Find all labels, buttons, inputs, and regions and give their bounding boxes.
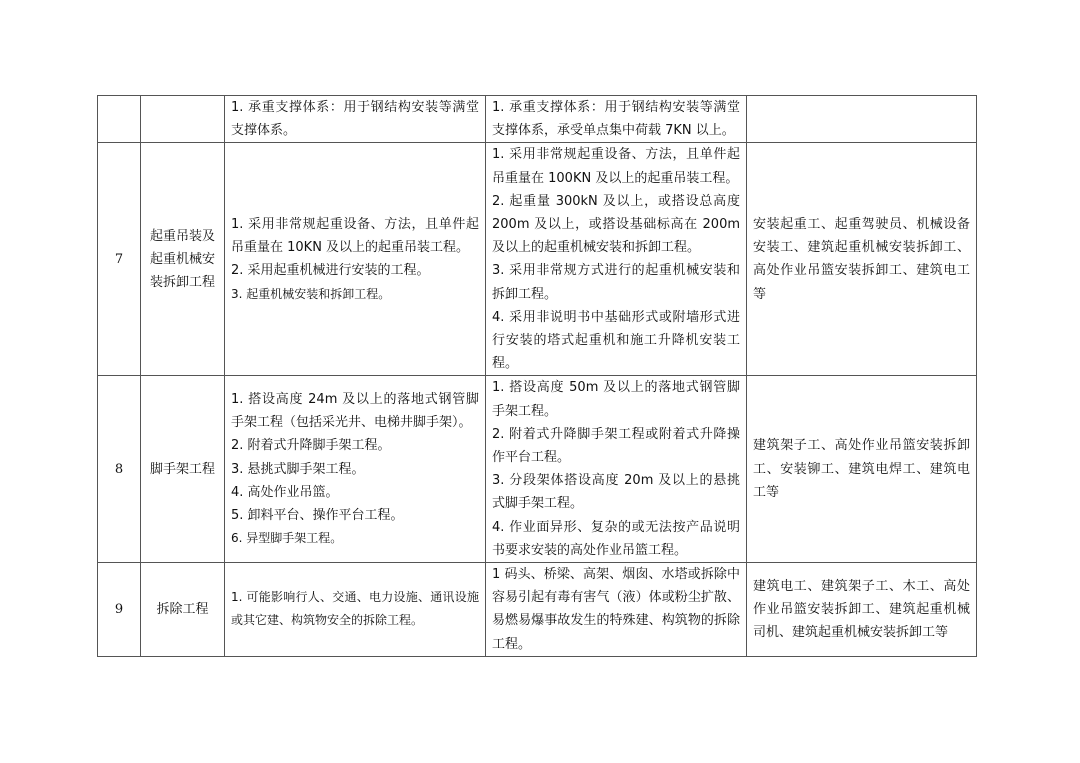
- scope-item: 1. 采用非常规起重设备、方法，且单件起吊重量在 10KN 及以上的起重吊装工程。: [231, 217, 479, 256]
- scope-item: 5. 卸料平台、操作平台工程。: [231, 508, 404, 524]
- table-row: [98, 563, 977, 657]
- scope-item: 1. 可能影响行人、交通、电力设施、通讯设施或其它建、构筑物安全的拆除工程。: [231, 590, 479, 628]
- scope-item: 1. 搭设高度 50m 及以上的落地式钢管脚手架工程。: [492, 380, 740, 419]
- workers-cell: [747, 563, 977, 657]
- scope-item: 4. 作业面异形、复杂的或无法按产品说明书要求安装的高处作业吊篮工程。: [492, 519, 740, 558]
- major-scope-cell: [486, 96, 747, 143]
- scope-item: 4. 采用非说明书中基础形式或附墙形式进行安装的塔式起重机和施工升降机安装工程。: [492, 309, 740, 372]
- general-scope-cell: [225, 376, 486, 563]
- project-name: [141, 96, 225, 143]
- table-row: [98, 96, 977, 143]
- workers-text: 安装起重工、起重驾驶员、机械设备安装工、建筑起重机械安装拆卸工、高处作业吊篮安装拆卸工、建筑电工等: [753, 217, 970, 302]
- scope-item: 3. 分段架体搭设高度 20m 及以上的悬挑式脚手架工程。: [492, 473, 740, 512]
- scope-item: 2. 附着式升降脚手架工程或附着式升降操作平台工程。: [492, 426, 740, 466]
- table-row: [98, 376, 977, 563]
- workers-text: 建筑电工、建筑架子工、木工、高处作业吊篮安装拆卸工、建筑起重机械司机、建筑起重机械安装拆卸工等: [753, 578, 970, 641]
- scope-item: 1 码头、桥梁、高架、烟囱、水塔或拆除中容易引起有毒有害气（液）体或粉尘扩散、易燃易爆事故发生的特殊建、构筑物的拆除工程。: [492, 567, 740, 652]
- workers-cell: [747, 376, 977, 563]
- major-scope-cell: [486, 563, 747, 657]
- row-number: 8: [98, 376, 141, 563]
- row-number: [98, 96, 141, 143]
- project-name: 脚手架工程: [141, 376, 225, 563]
- table-row: [98, 143, 977, 376]
- general-scope-cell: [225, 143, 486, 376]
- scope-item: 2. 附着式升降脚手架工程。: [231, 438, 391, 454]
- general-scope-cell: [225, 96, 486, 143]
- project-name: 拆除工程: [141, 563, 225, 657]
- scope-item: 1. 承重支撑体系：用于钢结构安装等满堂支撑体系。: [231, 100, 479, 139]
- workers-text: 建筑架子工、高处作业吊篮安装拆卸工、安装铆工、建筑电焊工、建筑电工等: [753, 438, 970, 500]
- scope-item: 4. 高处作业吊篮。: [231, 484, 339, 500]
- project-table: [97, 95, 977, 657]
- scope-item: 1. 采用非常规起重设备、方法，且单件起吊重量在 100KN 及以上的起重吊装工程。: [492, 147, 740, 186]
- project-name: 起重吊装及起重机械安装拆卸工程: [141, 143, 225, 376]
- row-number: 9: [98, 563, 141, 657]
- scope-item: 3. 采用非常规方式进行的起重机械安装和拆卸工程。: [492, 263, 740, 302]
- scope-item: 2. 起重量 300kN 及以上，或搭设总高度 200m 及以上，或搭设基础标高在 200m 及以上的起重机械安装和拆卸工程。: [492, 193, 740, 256]
- scope-item: 3. 起重机械安装和拆卸工程。: [231, 286, 391, 301]
- major-scope-cell: [486, 143, 747, 376]
- major-scope-cell: [486, 376, 747, 563]
- workers-cell: [747, 96, 977, 143]
- scope-item: 3. 悬挑式脚手架工程。: [231, 461, 365, 477]
- row-number: 7: [98, 143, 141, 376]
- workers-cell: [747, 143, 977, 376]
- scope-item: 1. 搭设高度 24m 及以上的落地式钢管脚手架工程（包括采光井、电梯井脚手架）。: [231, 392, 479, 431]
- general-scope-cell: [225, 563, 486, 657]
- scope-item: 2. 采用起重机械进行安装的工程。: [231, 263, 430, 279]
- scope-item: 6. 异型脚手架工程。: [231, 531, 343, 546]
- scope-item: 1. 承重支撑体系：用于钢结构安装等满堂支撑体系，承受单点集中荷载 7KN 以上。: [492, 100, 740, 139]
